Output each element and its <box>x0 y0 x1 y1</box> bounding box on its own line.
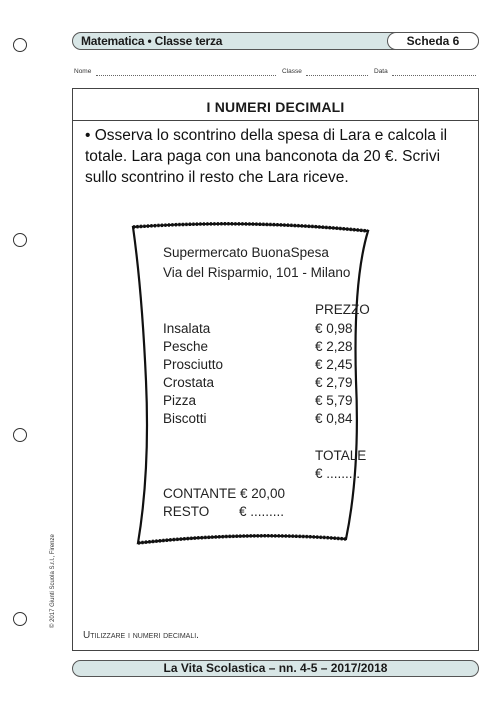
instruction-text: • Osserva lo scontrino della spesa di Lara e calcola il totale. Lara paga con una banconota da 20 €. Scrivi sullo scontrino il resto che Lara riceve. <box>85 127 448 186</box>
item-price: € 5,79 <box>315 393 353 408</box>
worksheet-frame <box>72 88 479 651</box>
item-name: Biscotti <box>163 411 207 426</box>
item-price: € 0,84 <box>315 411 353 426</box>
binder-hole-bottom <box>13 612 27 626</box>
cash-line: CONTANTE € 20,00 <box>163 486 286 501</box>
magazine-footer: La Vita Scolastica – nn. 4-5 – 2017/2018 <box>72 660 479 677</box>
total-value: € ......... <box>315 466 361 481</box>
item-name: Pesche <box>163 339 209 354</box>
item-name: Pizza <box>163 393 197 408</box>
date-field <box>392 75 476 76</box>
binder-hole-lower <box>13 428 27 442</box>
item-name: Insalata <box>163 321 211 336</box>
student-fields <box>74 68 478 80</box>
name-label: Nome <box>74 68 92 75</box>
item-name: Crostata <box>163 375 215 390</box>
item-price: € 2,28 <box>315 339 353 354</box>
header-bar <box>72 32 479 50</box>
item-price: € 2,45 <box>315 357 353 372</box>
learning-objective: Utilizzare i numeri decimali. <box>83 630 199 641</box>
binder-hole-top <box>13 38 27 52</box>
item-price: € 0,98 <box>315 321 353 336</box>
name-field <box>96 75 276 76</box>
change-label: RESTO <box>163 504 210 519</box>
sheet-number: Scheda 6 <box>387 32 479 50</box>
store-name: Supermercato BuonaSpesa <box>163 245 329 260</box>
class-label: Classe <box>282 68 302 75</box>
date-label: Data <box>374 68 388 75</box>
item-price: € 2,79 <box>315 375 353 390</box>
binder-hole-upper <box>13 233 27 247</box>
copyright-notice: © 2017 Giunti Scuola S.r.l., Firenze <box>50 534 56 628</box>
store-address: Via del Risparmio, 101 - Milano <box>163 265 351 280</box>
class-field <box>306 75 368 76</box>
total-label: TOTALE <box>315 448 367 463</box>
subject-label: Matematica • Classe terza <box>81 34 223 48</box>
worksheet-title: I NUMERI DECIMALI <box>206 99 345 115</box>
change-value: € ......... <box>239 504 285 519</box>
title-divider <box>73 120 478 121</box>
item-name: Prosciutto <box>163 357 224 372</box>
price-header: PREZZO <box>315 302 370 317</box>
